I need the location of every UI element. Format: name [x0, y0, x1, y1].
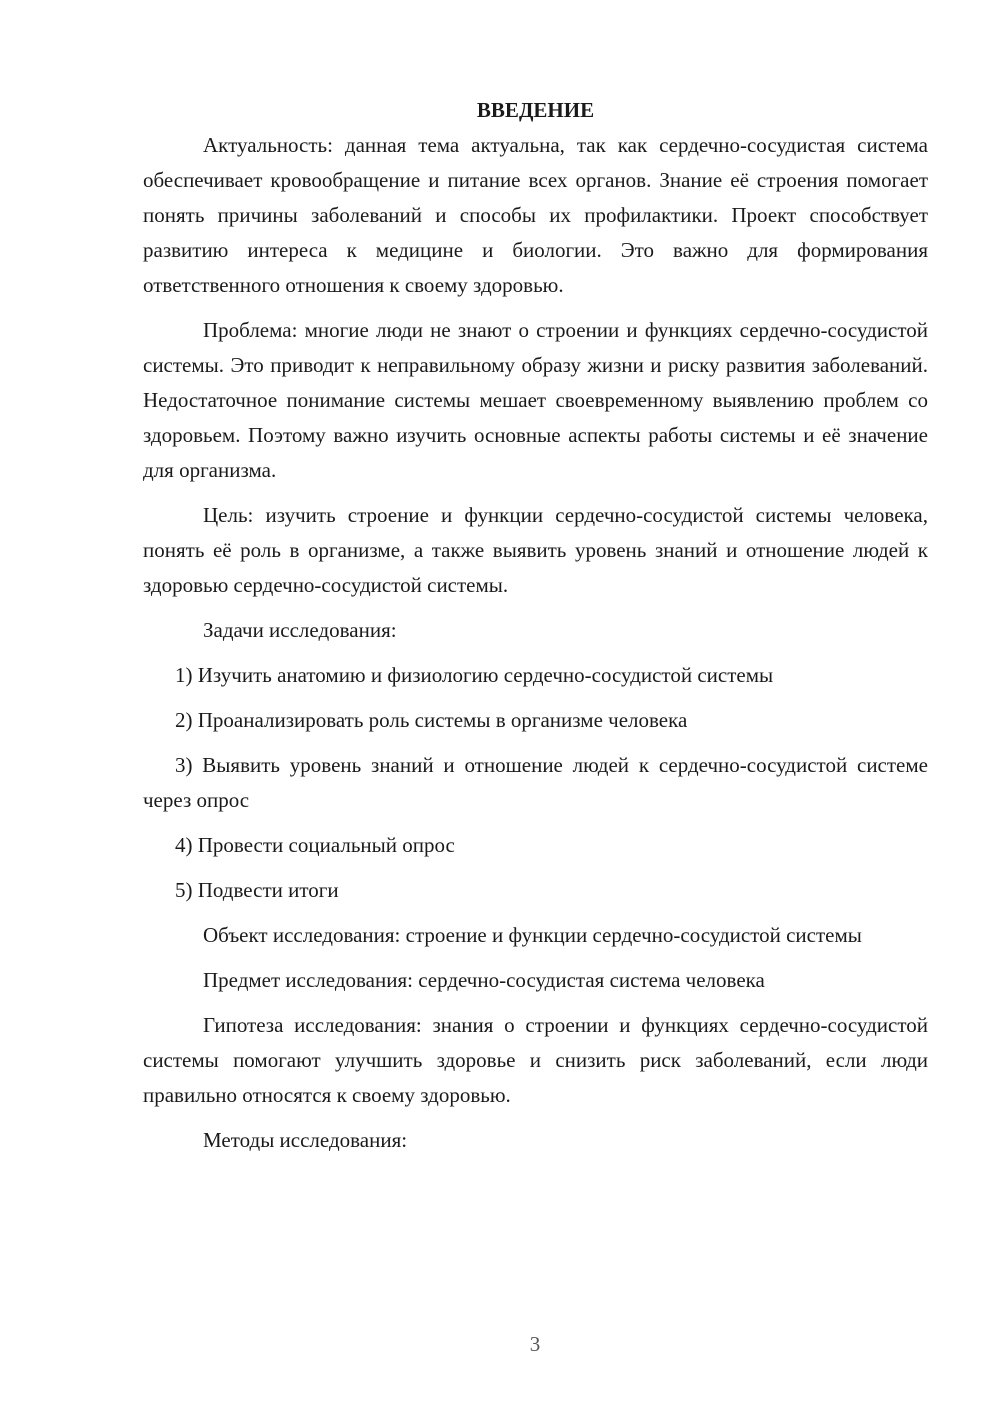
task-item-1: 1) Изучить анатомию и физиологию сердечно-сосудистой системы [175, 663, 774, 687]
problem-paragraph: Проблема: многие люди не знают о строении и функциях сердечно-сосудистой системы. Это приводит к неправильному образу жизни и риску развития заболеваний. Недостаточное понимание системы мешает своевременному выявлению проблем со здоровьем. Поэтому важно изучить основные аспекты работы системы и её значение для организма. [143, 318, 928, 482]
subject-paragraph: Предмет исследования: сердечно-сосудистая система человека [203, 968, 765, 992]
document-page [143, 93, 928, 1168]
tasks-heading: Задачи исследования: [203, 618, 397, 642]
page-number: 3 [529, 1332, 541, 1356]
relevance-paragraph: Актуальность: данная тема актуальна, так как сердечно-сосудистая система обеспечивает кровообращение и питание всех органов. Знание её строения помогает понять причины заболеваний и способы их профилактики. Проект способствует развитию интереса к медицине и биологии. Это важно для формирования ответственного отношения к своему здоровью. [143, 133, 928, 297]
object-paragraph: Объект исследования: строение и функции сердечно-сосудистой системы [203, 923, 862, 947]
section-title: ВВЕДЕНИЕ [476, 98, 595, 122]
task-item-5: 5) Подвести итоги [175, 878, 339, 902]
methods-heading: Методы исследования: [203, 1128, 408, 1152]
task-item-2: 2) Проанализировать роль системы в организме человека [175, 708, 688, 732]
hypothesis-paragraph: Гипотеза исследования: знания о строении и функциях сердечно-сосудистой системы помогают улучшить здоровье и снизить риск заболеваний, если люди правильно относятся к своему здоровью. [143, 1013, 928, 1107]
goal-paragraph: Цель: изучить строение и функции сердечно-сосудистой системы человека, понять её роль в организме, а также выявить уровень знаний и отношение людей к здоровью сердечно-сосудистой системы. [143, 503, 928, 597]
task-item-4: 4) Провести социальный опрос [175, 833, 455, 857]
task-item-3: 3) Выявить уровень знаний и отношение людей к сердечно-сосудистой системе через опрос [143, 753, 928, 812]
